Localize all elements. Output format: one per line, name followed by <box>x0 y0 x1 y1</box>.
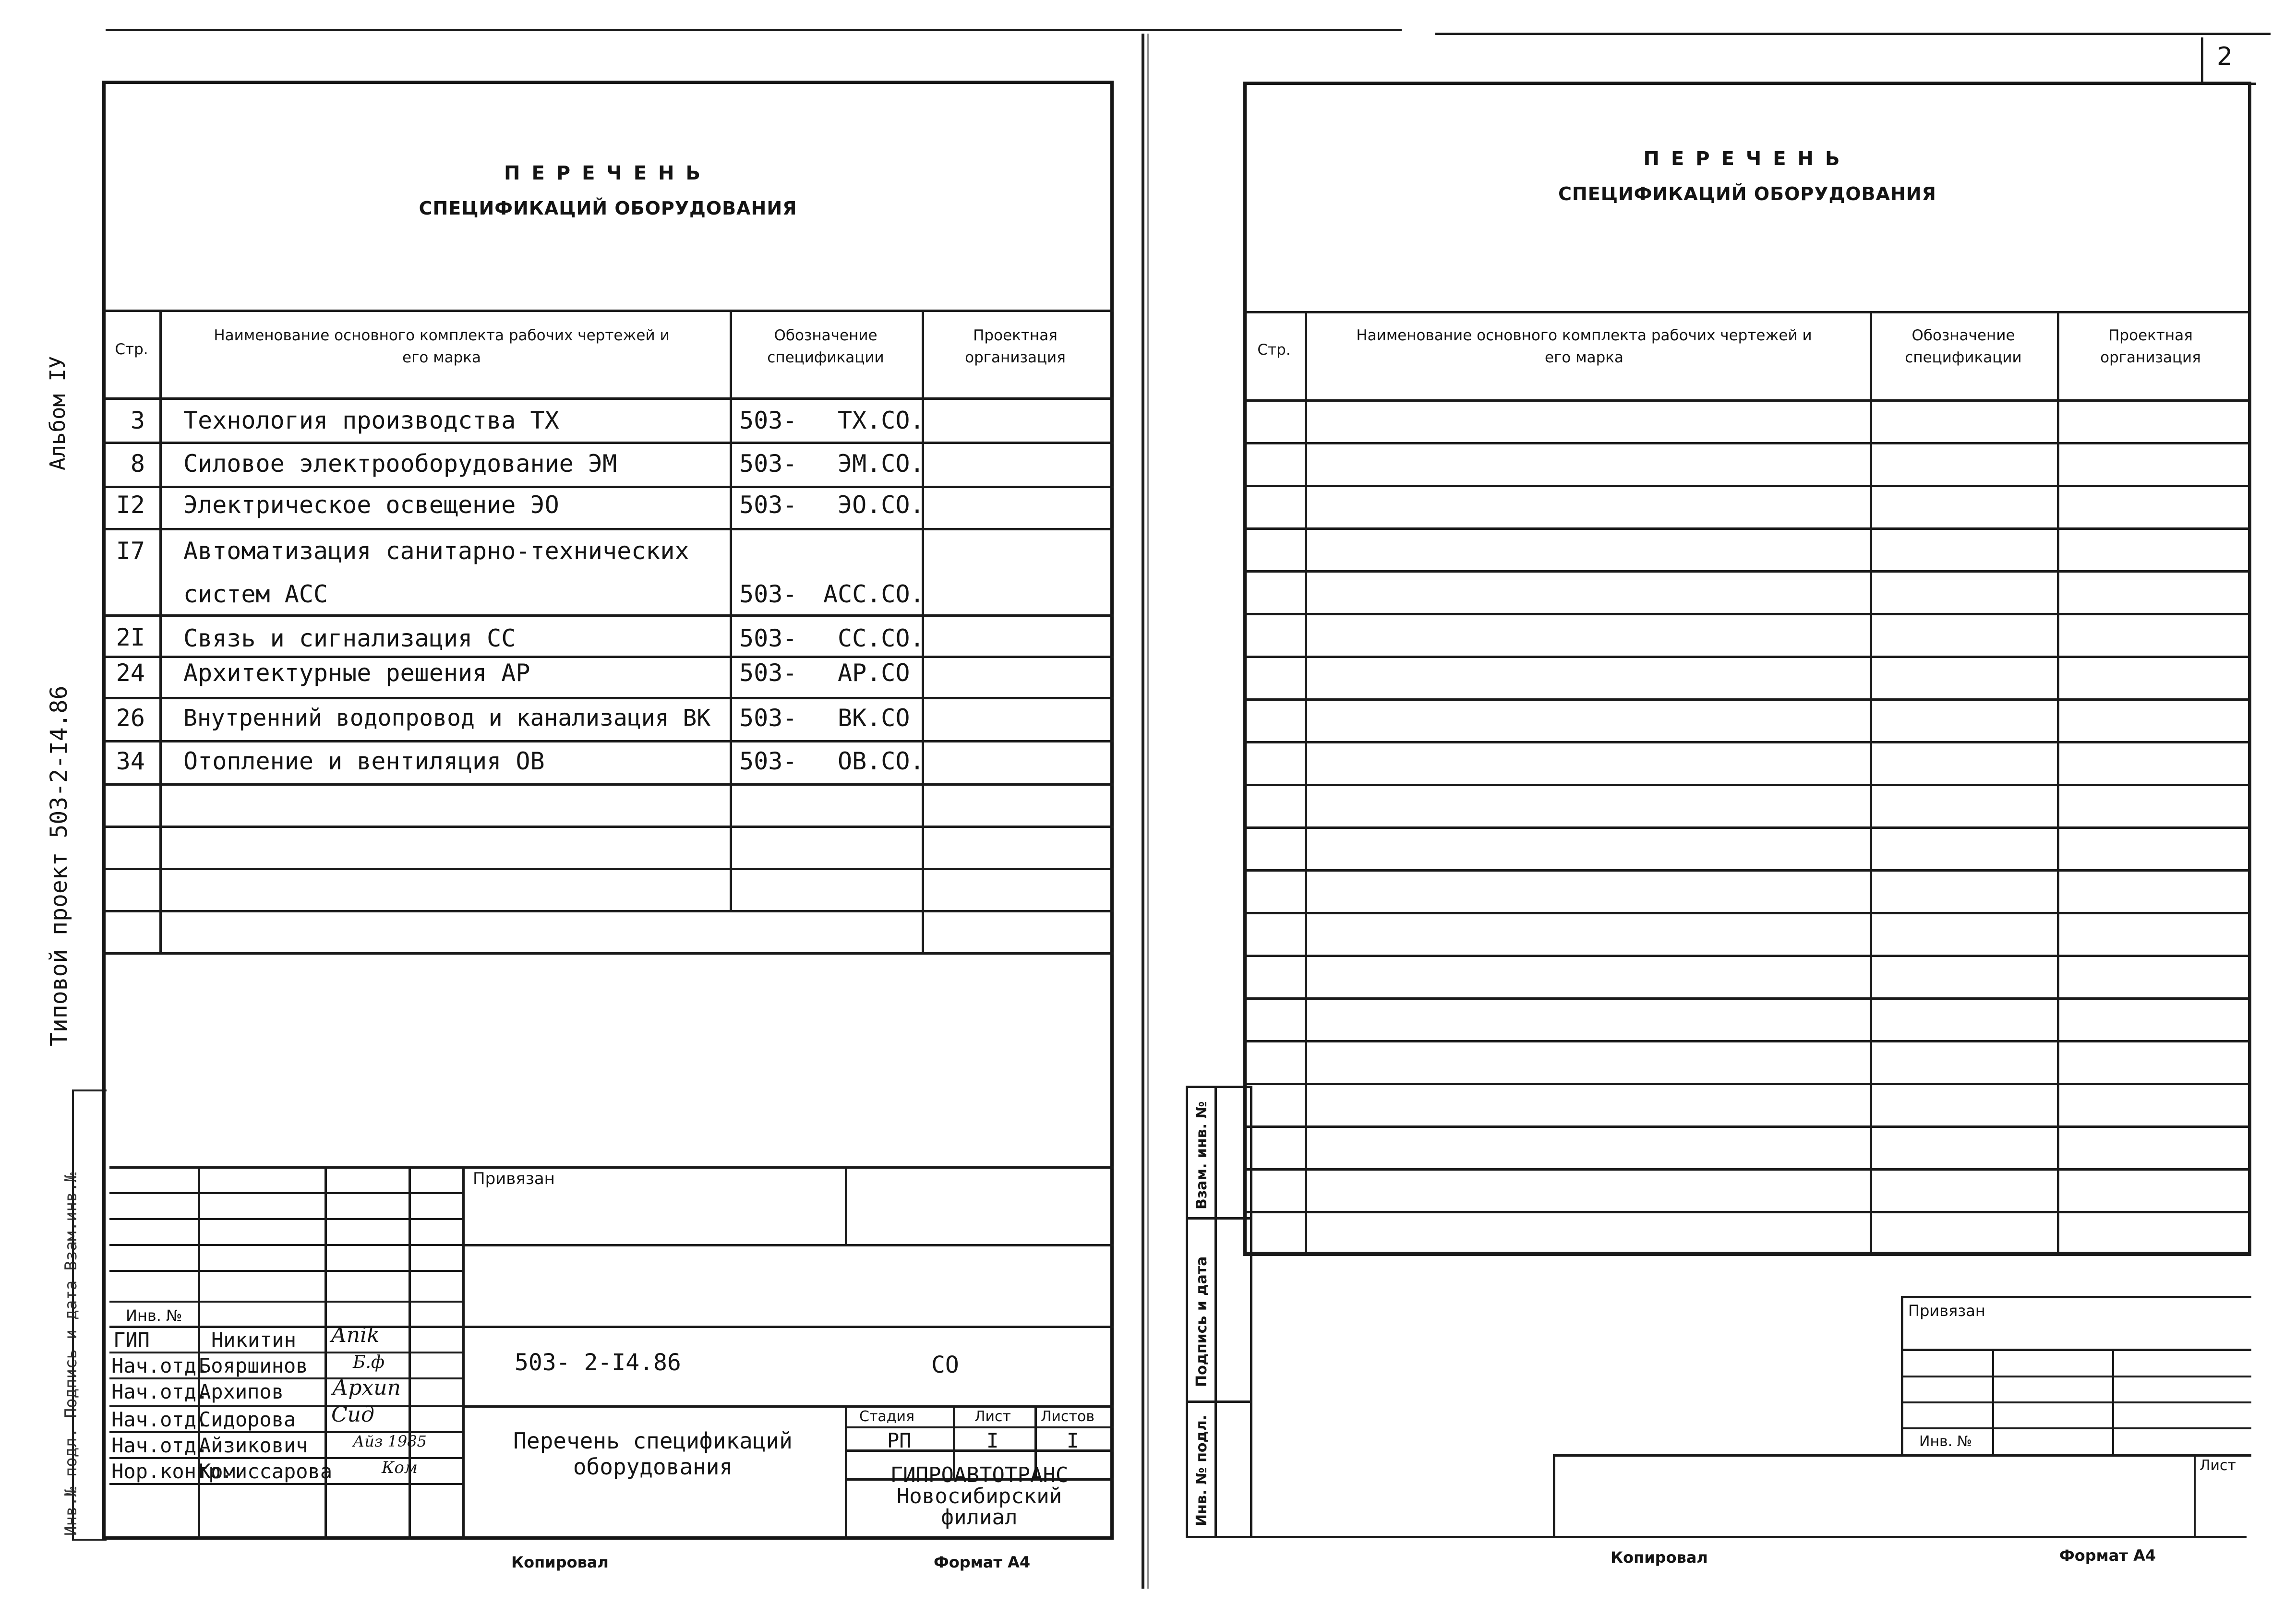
row-code-prefix: 503- <box>739 491 797 519</box>
right-header-code: Обозначение спецификации <box>1905 327 2022 366</box>
left-stamp-col <box>325 1166 327 1540</box>
right-table-top <box>1243 311 2251 313</box>
signer-role: Нач.отд. <box>111 1408 209 1431</box>
right-header-bottom <box>1243 399 2251 402</box>
signer-name: Айзикович <box>199 1434 308 1457</box>
row-code-prefix: 503- <box>739 624 797 652</box>
margin-stamp-box <box>72 1089 107 1541</box>
left-table-top <box>102 310 1114 312</box>
right-side-strip-left <box>1186 1086 1188 1537</box>
page-divider-2 <box>1147 34 1149 1589</box>
left-col-line-1 <box>159 310 162 953</box>
left-header-code: Обозначение спецификации <box>767 327 884 366</box>
right-frame-right <box>2248 82 2251 1253</box>
right-row-line <box>1243 442 2251 444</box>
left-stamp-col <box>409 1166 411 1540</box>
left-row-line <box>102 614 1114 617</box>
org-name: ГИПРОАВТОТРАНС Новосибирский филиал <box>890 1463 1069 1530</box>
left-row-line <box>102 868 1114 870</box>
row-page: 34 <box>116 747 145 775</box>
left-header-page: Стр. <box>115 341 148 358</box>
left-stamp-line <box>845 1426 1114 1428</box>
row-page: 3 <box>130 407 145 434</box>
right-side-strip-right <box>1250 1086 1252 1537</box>
signer-name: Бояршинов <box>199 1354 308 1377</box>
right-row-line <box>1243 1125 2251 1128</box>
row-code-prefix: 503- <box>739 580 797 608</box>
signer-signature: Anik <box>331 1323 380 1347</box>
signer-role: Нач.отд. <box>111 1354 209 1377</box>
right-row-line <box>1243 1083 2251 1085</box>
left-col-line-2 <box>730 310 732 912</box>
signer-signature: Ком <box>382 1458 418 1477</box>
signer-role: ГИП <box>113 1328 150 1352</box>
right-row-line <box>1243 698 2251 701</box>
right-title-box <box>1553 1454 2251 1537</box>
right-inv: Инв. № <box>1919 1433 1972 1450</box>
signer-name: Комиссарова <box>199 1460 333 1483</box>
right-row-line <box>1243 997 2251 1000</box>
right-list-col <box>2194 1454 2196 1536</box>
row-code-suffix: СС.СО. <box>838 624 925 652</box>
left-stamp-line <box>462 1244 1114 1246</box>
right-sheet-frame <box>1243 82 2251 1253</box>
left-inv: Инв. № <box>126 1306 182 1325</box>
left-privyazan: Привязан <box>473 1169 555 1188</box>
row-code-suffix: АР.СО <box>838 659 910 687</box>
left-row-line <box>102 528 1114 530</box>
right-list: Лист <box>2200 1457 2236 1474</box>
right-side-strip-line <box>1186 1401 1250 1403</box>
left-row-line <box>102 910 1114 912</box>
sheet-label: Лист <box>974 1408 1011 1425</box>
right-col-line-3 <box>2057 311 2059 1252</box>
signer-signature: Сид <box>331 1402 374 1427</box>
left-row-line <box>102 486 1114 488</box>
right-stamp-top <box>1243 1252 2251 1254</box>
right-row-line <box>1243 570 2251 573</box>
right-row-line <box>1243 869 2251 872</box>
left-stamp-col <box>845 1166 847 1244</box>
sheets-label: Листов <box>1041 1408 1095 1425</box>
signer-signature: Б.ф <box>353 1353 385 1372</box>
row-page: 2I <box>116 623 145 651</box>
right-row-line <box>1243 1168 2251 1171</box>
top-edge-line-left <box>106 29 1402 31</box>
left-title-line1: ПЕРЕЧЕНЬ <box>504 162 712 184</box>
right-privyazan-line <box>1901 1401 2251 1403</box>
right-footer-copied: Копировал <box>1611 1548 1708 1567</box>
right-vzam-label: Взам. инв. № <box>1193 1101 1210 1209</box>
row-code-suffix: ЭО.СО. <box>838 491 925 519</box>
right-header-page: Стр. <box>1257 341 1291 359</box>
right-col-line-1 <box>1305 311 1307 1252</box>
right-row-line <box>1243 485 2251 487</box>
left-header-org: Проектная организация <box>965 327 1066 366</box>
row-code-prefix: 503- <box>739 450 797 478</box>
row-name: Связь и сигнализация СС <box>183 624 516 652</box>
left-row-line <box>102 826 1114 828</box>
left-stamp-col <box>845 1405 847 1540</box>
right-title-line2: СПЕЦИФИКАЦИЙ ОБОРУДОВАНИЯ <box>1558 183 1936 204</box>
left-header-name: Наименование основного комплекта рабочих чертежей и его марка <box>214 327 670 366</box>
project-label: Типовой проект 503-2-I4.86 <box>46 685 72 1046</box>
signer-role: Нач.отд. <box>111 1380 209 1403</box>
right-row-line <box>1243 527 2251 530</box>
row-page: 24 <box>116 659 145 687</box>
left-footer-copied: Копировал <box>511 1553 609 1571</box>
signer-signature: Архип <box>332 1376 401 1400</box>
row-code-suffix: ТХ.СО. <box>838 407 925 434</box>
right-header-org: Проектная организация <box>2100 327 2201 366</box>
row-code-prefix: 503- <box>739 659 797 687</box>
right-header-name: Наименование основного комплекта рабочих чертежей и его марка <box>1356 327 1812 366</box>
left-doc-code: СО <box>931 1352 959 1378</box>
signer-role: Нор.контр. <box>111 1460 233 1483</box>
right-title-line1: ПЕРЕЧЕНЬ <box>1643 148 1851 170</box>
left-title-line2: СПЕЦИФИКАЦИЙ ОБОРУДОВАНИЯ <box>419 198 797 219</box>
right-inv-podl-label: Инв. № подл. <box>1193 1414 1210 1526</box>
stage-label: Стадия <box>859 1408 915 1425</box>
right-footer-format: Формат А4 <box>2059 1546 2156 1565</box>
row-name: Внутренний водопровод и канализация ВК <box>183 705 711 731</box>
signer-name: Никитин <box>211 1328 297 1352</box>
right-row-line <box>1243 1211 2251 1213</box>
row-code-suffix: ЭМ.СО. <box>838 450 925 478</box>
row-name: Технология производства ТХ <box>183 407 559 434</box>
left-row-line <box>102 740 1114 742</box>
left-doc-number: 503- 2-I4.86 <box>515 1349 681 1376</box>
row-page: 8 <box>130 450 145 478</box>
left-stamp-col <box>462 1166 465 1540</box>
right-privyazan: Привязан <box>1908 1302 1985 1320</box>
sheets-value: I <box>1067 1429 1079 1452</box>
right-row-line <box>1243 912 2251 914</box>
left-stamp-line <box>462 1405 1114 1408</box>
row-page: 26 <box>116 704 145 732</box>
right-privyazan-line <box>1901 1427 2251 1429</box>
row-name: Отопление и вентиляция ОВ <box>183 747 545 775</box>
right-privyazan-line <box>1901 1349 2251 1351</box>
row-name: Силовое электрооборудование ЭМ <box>183 450 617 478</box>
page-number: 2 <box>2217 42 2233 71</box>
right-side-strip-mid <box>1214 1086 1217 1537</box>
left-row-line <box>102 697 1114 699</box>
row-page: I2 <box>116 491 145 519</box>
right-privyazan-col <box>1992 1349 1994 1454</box>
signer-signature: Айз 1985 <box>353 1432 427 1450</box>
right-row-line <box>1243 1040 2251 1042</box>
top-edge-line-right <box>1435 33 2271 35</box>
left-stamp-col <box>198 1166 200 1540</box>
row-name: систем АСС <box>183 580 328 608</box>
left-row-line <box>102 783 1114 786</box>
left-table-bottom <box>102 952 1114 955</box>
left-header-bottom <box>102 397 1114 400</box>
row-code-suffix: ОВ.СО. <box>838 747 925 775</box>
signer-role: Нач.отд. <box>111 1434 209 1457</box>
row-code-prefix: 503- <box>739 747 797 775</box>
right-row-line <box>1243 826 2251 829</box>
signer-name: Сидорова <box>199 1408 296 1431</box>
sheet-value: I <box>986 1429 999 1452</box>
right-row-line <box>1243 955 2251 957</box>
left-row-line <box>102 442 1114 444</box>
row-name: Электрическое освещение ЭО <box>183 491 559 519</box>
row-page: I7 <box>116 537 145 565</box>
right-privyazan-line <box>1901 1376 2251 1377</box>
left-doc-title: Перечень спецификаций оборудования <box>513 1428 793 1480</box>
album-label: Альбом IУ <box>46 356 70 470</box>
row-name: Автоматизация санитарно-технических <box>183 537 689 565</box>
right-privyazan-col <box>2112 1349 2114 1454</box>
right-row-line <box>1243 656 2251 658</box>
row-code-suffix: ВК.СО <box>838 704 910 732</box>
left-row-line <box>102 656 1114 658</box>
margin-stamp-label: Инв.№ подл. Подпись и дата Взам.инв.№ <box>61 1172 81 1536</box>
page-divider <box>1142 34 1144 1589</box>
row-name: Архитектурные решения АР <box>183 659 530 687</box>
signer-name: Архипов <box>199 1380 284 1403</box>
right-row-line <box>1243 613 2251 615</box>
stage-value: РП <box>887 1429 912 1452</box>
row-code-prefix: 503- <box>739 407 797 434</box>
row-code-prefix: 503- <box>739 704 797 732</box>
left-stamp-top <box>109 1166 1114 1169</box>
right-side-strip-top <box>1186 1086 1250 1088</box>
left-sheet-frame <box>102 81 1114 1540</box>
left-footer-format: Формат А4 <box>934 1553 1031 1571</box>
right-podpis-label: Подпись и дата <box>1193 1256 1210 1387</box>
right-row-line <box>1243 741 2251 743</box>
right-row-line <box>1243 784 2251 786</box>
right-col-line-2 <box>1870 311 1872 1252</box>
row-code-suffix: АСС.СО. <box>823 580 925 608</box>
right-side-strip-line <box>1186 1217 1250 1220</box>
